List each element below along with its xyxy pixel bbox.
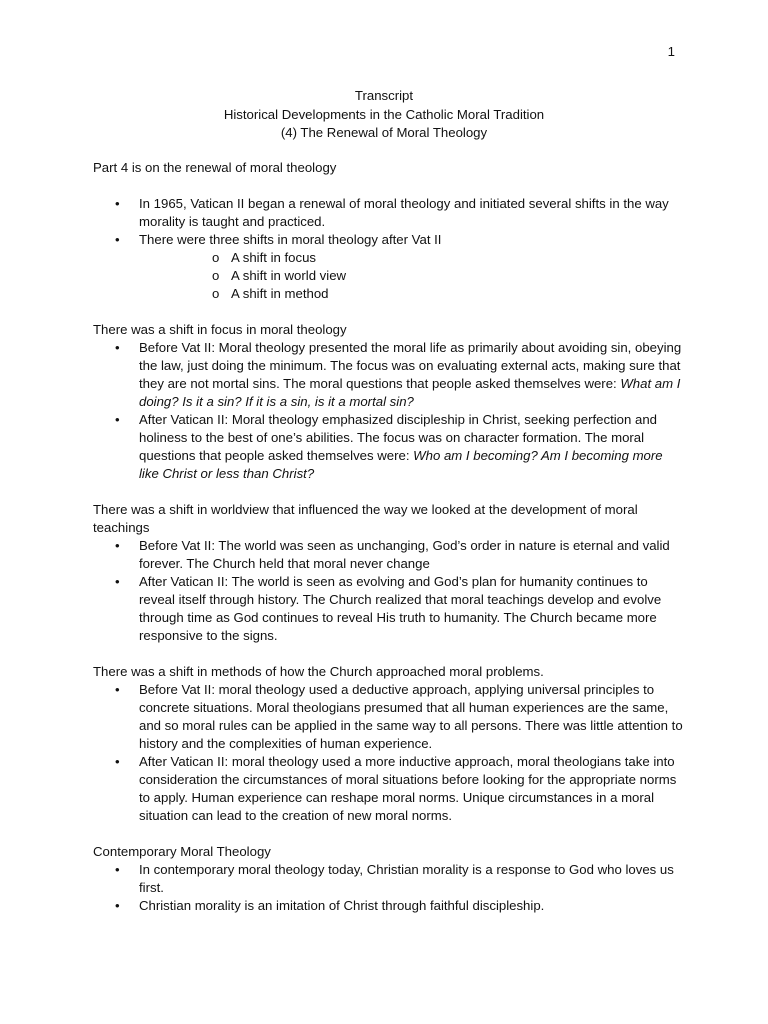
list-item — [93, 339, 683, 411]
list-item: • Before Vat II: The world was seen as unchanging, God’s order in nature is eternal and valid forever. The Church held that moral never change — [93, 537, 683, 573]
document-body — [93, 159, 683, 915]
sub-list-item: o A shift in focus — [139, 249, 683, 267]
section-heading-focus: There was a shift in focus in moral theology — [93, 322, 347, 337]
header-line-3: (4) The Renewal of Moral Theology — [280, 125, 488, 140]
bullet-list-worldview — [93, 537, 683, 645]
italic-question: What am I doing? Is it a sin? If it is a sin, is it a mortal sin? — [139, 376, 681, 409]
list-item: • In 1965, Vatican II began a renewal of moral theology and initiated several shifts in the way morality is taught and practiced. — [93, 195, 683, 231]
page-number: 1 — [667, 44, 675, 59]
list-item: • After Vatican II: moral theology used a more inductive approach, moral theologians take into consideration the circumstances of moral situations before looking for the appropriate norms to apply. Human experience can reshape moral norms. Unique circumstances in a moral situation can lead to the creation of new moral norms. — [93, 753, 683, 825]
intro-paragraph: Part 4 is on the renewal of moral theology — [93, 160, 337, 175]
header-line-2: Historical Developments in the Catholic Moral Tradition — [223, 106, 545, 122]
sub-list-shifts — [139, 249, 683, 303]
list-item — [93, 411, 683, 483]
document-header — [0, 87, 768, 143]
bullet-list-method — [93, 681, 683, 825]
header-line-1: Transcript — [354, 88, 414, 103]
list-item-text: There were three shifts in moral theology after Vat II — [139, 232, 442, 247]
list-item: • In contemporary moral theology today, Christian morality is a response to God who loves us first. — [93, 861, 683, 897]
bullet-list-overview — [93, 195, 683, 303]
section-heading-method: There was a shift in methods of how the Church approached moral problems. — [93, 664, 544, 679]
bullet-list-contemporary — [93, 861, 683, 915]
list-item-text: After Vatican II: Moral theology emphasized discipleship in Christ, seeking perfection and holiness to the best of one’s abilities. The focus was on character formation. The moral questions that people asked themselves were: — [139, 412, 658, 463]
section-heading-worldview: There was a shift in worldview that influenced the way we looked at the development of moral teachings — [93, 502, 638, 535]
sub-list-item: o A shift in method — [139, 285, 683, 303]
section-heading-contemporary: Contemporary Moral Theology — [93, 844, 271, 859]
list-item — [93, 231, 683, 303]
list-item-text: Before Vat II: Moral theology presented the moral life as primarily about avoiding sin, obeying the law, just doing the minimum. The focus was on evaluating external acts, making sure that they are not mortal sins. The moral questions that people asked themselves were: — [139, 340, 682, 391]
list-item: • Before Vat II: moral theology used a deductive approach, applying universal principles to concrete situations. Moral theologians presumed that all human experiences are the same, and so moral rules can be applied in the same way to all persons. There was little attention to history and the complexities of human experience. — [93, 681, 683, 753]
bullet-list-focus — [93, 339, 683, 483]
list-item: • Christian morality is an imitation of Christ through faithful discipleship. — [93, 897, 683, 915]
sub-list-item: o A shift in world view — [139, 267, 683, 285]
italic-question: Who am I becoming? Am I becoming more like Christ or less than Christ? — [139, 448, 663, 481]
list-item: • After Vatican II: The world is seen as evolving and God’s plan for humanity continues to reveal itself through history. The Church realized that moral teachings develop and evolve through time as God continues to reveal His truth to humanity. The Church became more responsive to the signs. — [93, 573, 683, 645]
